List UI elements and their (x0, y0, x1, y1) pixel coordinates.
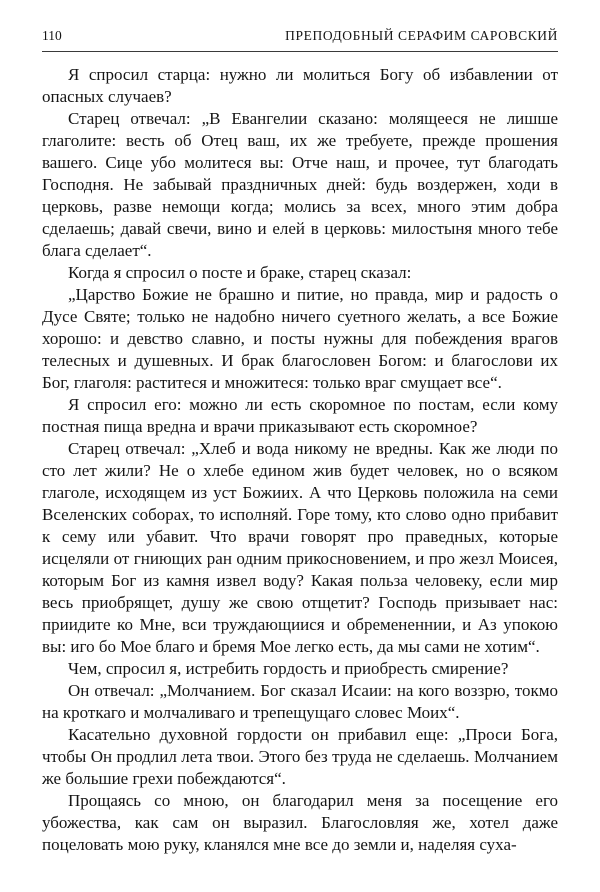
paragraph: Прощаясь со мною, он благодарил меня за посещение его убожества, как сам он выразил. Благословляя же, хотел даже поцеловать мою руку, кланялся мне все до земли и, наделяя суха- (42, 791, 558, 854)
paragraph: Касательно духовной гордости он прибавил еще: „Проси Бога, чтобы Он продлил лета твои. Этого без труда не сделаешь. Молчанием же большие грехи побеждаются“. (42, 725, 558, 788)
paragraph: Чем, спросил я, истребить гордость и приобресть смирение? (68, 659, 509, 678)
paragraph: Старец отвечал: „В Евангелии сказано: молящееся не лишше глаголите: весть об Отец ваш, их же требуете, прежде прошения вашего. Сице убо молитеся вы: Отче наш, и прочее, тут благодать Господня. Не забывай праздничных дней: будь воздержен, ходи в церковь, разве немощи когда; молись за всех, много этим добра сделаешь; давай свечи, вино и елей в церковь: милостыня много тебе блага сделает“. (42, 109, 558, 260)
paragraph: Старец отвечал: „Хлеб и вода никому не вредны. Как же люди по сто лет жили? Не о хлебе едином жив будет человек, но о всяком глаголе, исходящем из уст Божиих. А что Церковь положила на семи Вселенских соборах, то исполняй. Горе тому, кто слово одно прибавит к сему или убавит. Что врачи говорят про праведных, которые исцеляли от гниющих ран одним прикосновением, и про жезл Моисея, которым Бог из камня извел воду? Какая польза человеку, если мир весь приобрящет, душу же свою отщетит? Господь призывает нас: приидите ко Мне, вси труждающиися и обремененнии, и Аз упокою вы: иго бо Мое благо и бремя Мое легко есть, да мы сами не хотим“. (42, 439, 558, 656)
paragraph: Я спросил его: можно ли есть скоромное по постам, если кому постная пища вредна и врачи приказывают есть скоромное? (42, 395, 558, 436)
paragraph: Когда я спросил о посте и браке, старец сказал: (68, 263, 412, 282)
page-body (42, 64, 558, 856)
paragraph: Он отвечал: „Молчанием. Бог сказал Исаии: на кого воззрю, токмо на кроткаго и молчаливаго и трепещущаго словес Моих“. (42, 681, 558, 722)
running-title: ПРЕПОДОБНЫЙ СЕРАФИМ САРОВСКИЙ (285, 28, 558, 43)
page-header (42, 28, 558, 52)
paragraph: Я спросил старца: нужно ли молиться Богу об избавлении от опасных случаев? (42, 65, 558, 106)
paragraph: „Царство Божие не брашно и питие, но правда, мир и радость о Дусе Святе; только не надобно ничего суетного желать, а все Божие хорошо: и девство славно, и посты нужны для побеждения врагов телесных и душевных. И брак благословен Богом: и благослови их Бог, глаголя: раститеся и множитеся: только враг смущает все“. (42, 285, 558, 392)
page-number: 110 (42, 28, 62, 43)
